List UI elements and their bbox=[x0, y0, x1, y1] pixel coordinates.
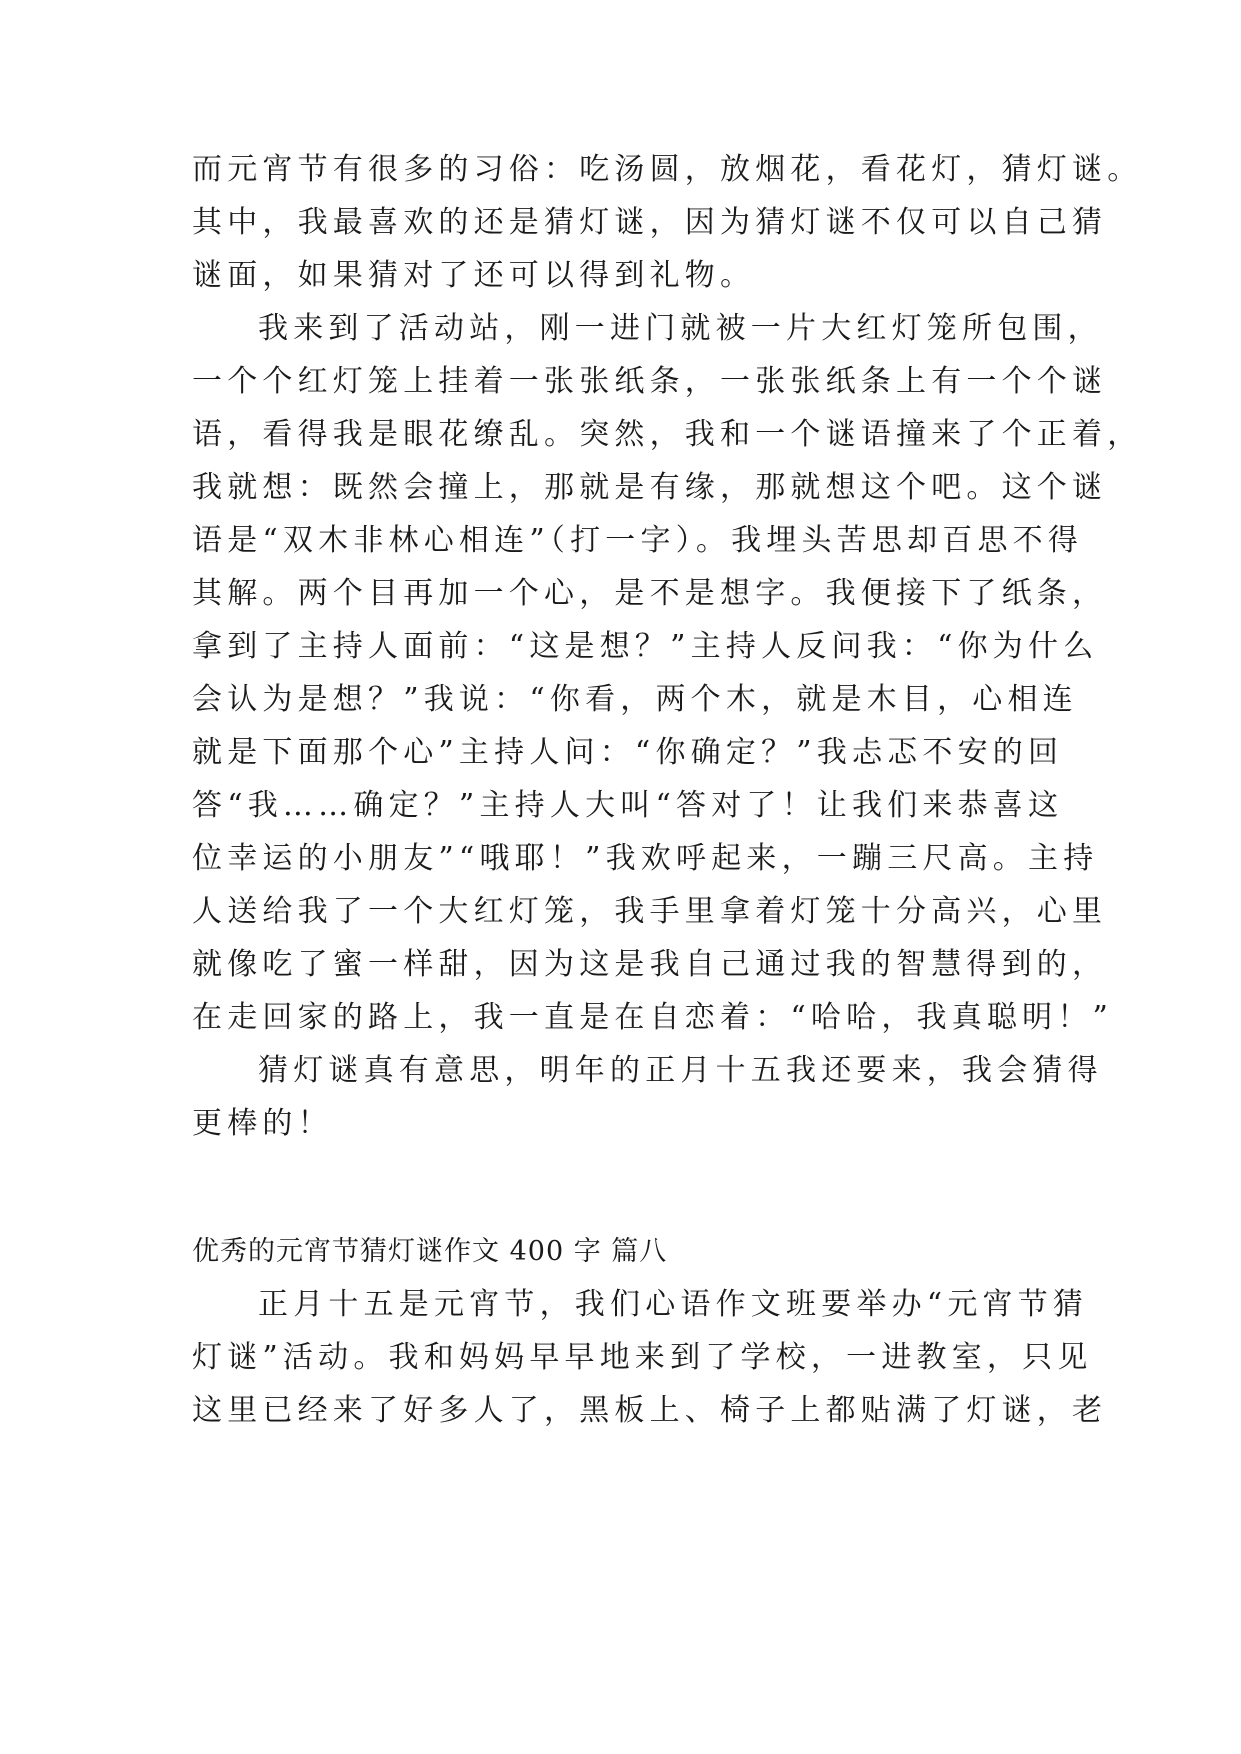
text-line: 人送给我了一个大红灯笼，我手里拿着灯笼十分高兴，心里 bbox=[192, 894, 1108, 929]
text-line: 一个个红灯笼上挂着一张张纸条，一张张纸条上有一个个谜 bbox=[192, 364, 1108, 399]
text-line: 就像吃了蜜一样甜，因为这是我自己通过我的智慧得到的， bbox=[192, 947, 1108, 982]
section-title: 优秀的元宵节猜灯谜作文 400 字 篇八 bbox=[192, 1236, 668, 1267]
text-line: 位幸运的小朋友”“哦耶！”我欢呼起来，一蹦三尺高。主持 bbox=[192, 841, 1099, 876]
text-line: 会认为是想？”我说：“你看，两个木，就是木目，心相连 bbox=[192, 682, 1078, 717]
text-line: 语，看得我是眼花缭乱。突然，我和一个谜语撞来了个正着， bbox=[192, 417, 1143, 452]
text-line: 我来到了活动站，刚一进门就被一片大红灯笼所包围， bbox=[258, 311, 1103, 346]
text-line: 我就想：既然会撞上，那就是有缘，那就想这个吧。这个谜 bbox=[192, 470, 1108, 505]
text-line: 其解。两个目再加一个心，是不是想字。我便接下了纸条， bbox=[192, 576, 1108, 611]
text-line: 正月十五是元宵节，我们心语作文班要举办“元宵节猜 bbox=[258, 1287, 1089, 1322]
text-line: 灯谜”活动。我和妈妈早早地来到了学校，一进教室，只见 bbox=[192, 1340, 1093, 1375]
text-line: 猜灯谜真有意思，明年的正月十五我还要来，我会猜得 bbox=[258, 1053, 1103, 1088]
text-line: 在走回家的路上，我一直是在自恋着：“哈哈，我真聪明！” bbox=[192, 1000, 1114, 1035]
text-line: 更棒的！ bbox=[192, 1106, 333, 1141]
text-line: 答“我……确定？”主持人大叫“答对了！让我们来恭喜这 bbox=[192, 788, 1064, 823]
text-line: 语是“双木非林心相连”（打一字）。我埋头苦思却百思不得 bbox=[192, 523, 1084, 558]
text-line: 谜面，如果猜对了还可以得到礼物。 bbox=[192, 258, 756, 293]
text-line: 这里已经来了好多人了，黑板上、椅子上都贴满了灯谜，老 bbox=[192, 1393, 1108, 1428]
text-line: 就是下面那个心”主持人问：“你确定？”我忐忑不安的回 bbox=[192, 735, 1064, 770]
text-line: 拿到了主持人面前：“这是想？”主持人反问我：“你为什么 bbox=[192, 629, 1099, 664]
text-line: 而元宵节有很多的习俗：吃汤圆，放烟花，看花灯，猜灯谜。 bbox=[192, 152, 1143, 187]
text-line: 其中，我最喜欢的还是猜灯谜，因为猜灯谜不仅可以自己猜 bbox=[192, 205, 1108, 240]
